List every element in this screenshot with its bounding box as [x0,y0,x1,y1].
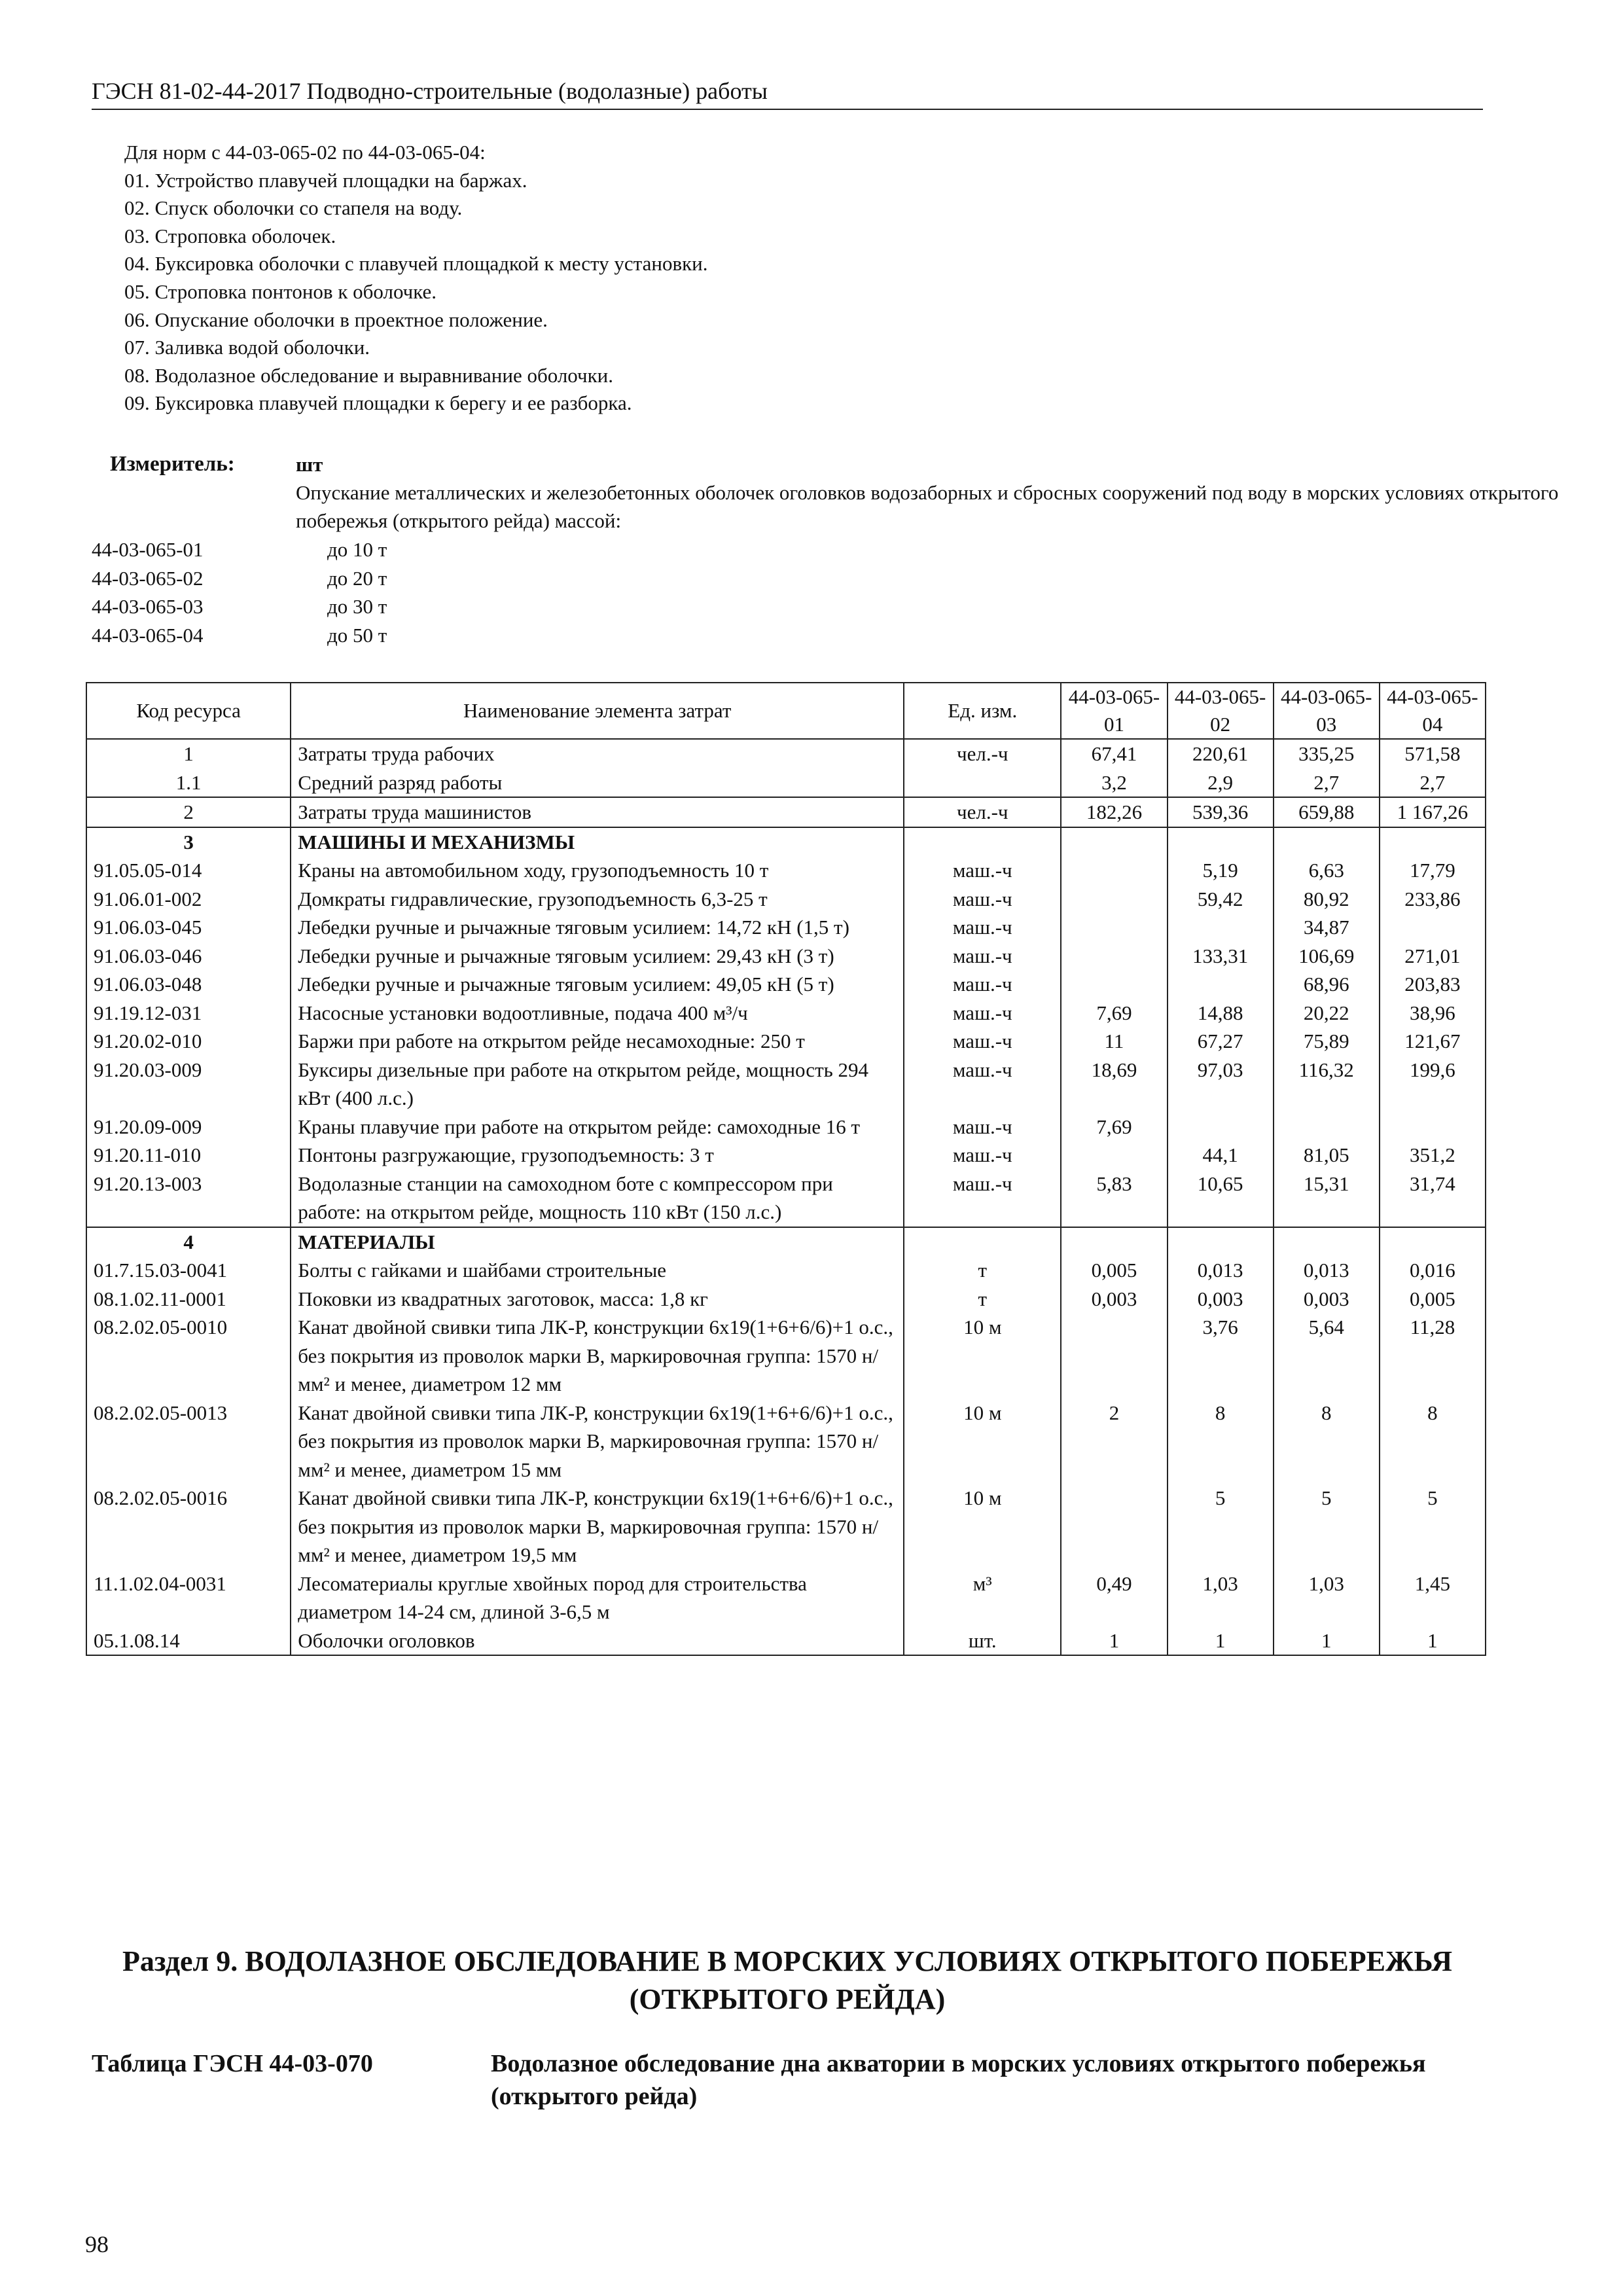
cell-norm-3: 68,96 [1274,970,1380,999]
operation-item: 07. Заливка водой оболочки. [124,336,370,359]
cell-norm-1 [1061,856,1167,885]
cell-norm-4: 1 167,26 [1380,797,1486,827]
empty-cell [904,827,1061,857]
group-code: 3 [86,827,291,857]
table-caption-code: Таблица ГЭСН 44-03-070 [92,2050,373,2077]
variant-row [92,592,746,621]
cell-name: Краны плавучие при работе на открытом рейде: самоходные 16 т [291,1113,904,1141]
labor-row [86,768,1486,798]
cell-norm-1 [1061,913,1167,942]
cell-norm-1 [1061,885,1167,914]
operations-list [124,139,708,418]
cell-norm-3: 20,22 [1274,999,1380,1028]
cell-name: Канат двойной свивки типа ЛК-Р, конструкции 6х19(1+6+6/6)+1 о.с., без покрытия из проволок марки В, маркировочная группа: 1570 н/мм² и менее, диаметром 19,5 мм [291,1484,904,1570]
cell-code: 2 [86,797,291,827]
labor-row [86,739,1486,768]
cell-norm-2: 5,19 [1168,856,1274,885]
cell-name: Канат двойной свивки типа ЛК-Р, конструкции 6х19(1+6+6/6)+1 о.с., без покрытия из проволок марки В, маркировочная группа: 1570 н/мм² и менее, диаметром 15 мм [291,1399,904,1484]
cell-norm-1: 3,2 [1061,768,1167,798]
group-title-row [86,1227,1486,1257]
cell-norm-4: 38,96 [1380,999,1486,1028]
variant-code: 44-03-065-04 [92,623,204,647]
cell-norm-4: 121,67 [1380,1027,1486,1056]
group-title: МАШИНЫ И МЕХАНИЗМЫ [291,827,904,857]
cell-unit: маш.-ч [904,885,1061,914]
cell-norm-2: 133,31 [1168,942,1274,971]
material-row [86,1399,1486,1484]
cell-norm-2: 0,013 [1168,1256,1274,1285]
cell-norm-3: 0,013 [1274,1256,1380,1285]
cell-unit: т [904,1285,1061,1314]
cell-unit: 10 м [904,1313,1061,1399]
cell-norm-1 [1061,942,1167,971]
variant-value: до 50 т [327,623,387,647]
cell-code: 91.20.09-009 [86,1113,291,1141]
material-row [86,1313,1486,1399]
group-title: МАТЕРИАЛЫ [291,1227,904,1257]
group-code: 4 [86,1227,291,1257]
cell-norm-4: 1,45 [1380,1570,1486,1626]
cell-norm-1 [1061,970,1167,999]
table-header-row [86,683,1486,739]
cell-unit: маш.-ч [904,856,1061,885]
cell-code: 91.06.03-048 [86,970,291,999]
cell-norm-2: 67,27 [1168,1027,1274,1056]
cell-name: Лесоматериалы круглые хвойных пород для строительства диаметром 14-24 см, длиной 3-6,5 м [291,1570,904,1626]
operation-item: 04. Буксировка оболочки с плавучей площадкой к месту установки. [124,252,708,276]
header-norm-2: 44-03-065-02 [1168,683,1274,739]
cell-name: Баржи при работе на открытом рейде несамоходные: 250 т [291,1027,904,1056]
cell-code: 91.06.01-002 [86,885,291,914]
cell-code: 91.19.12-031 [86,999,291,1028]
cell-norm-4: 199,6 [1380,1056,1486,1113]
cell-norm-2: 1 [1168,1626,1274,1656]
cell-name: Средний разряд работы [291,768,904,798]
operation-item: 02. Спуск оболочки со стапеля на воду. [124,196,463,220]
cell-norm-2: 539,36 [1168,797,1274,827]
cell-code: 91.05.05-014 [86,856,291,885]
material-row [86,1285,1486,1314]
cell-unit: т [904,1256,1061,1285]
header-norm-3: 44-03-065-03 [1274,683,1380,739]
cell-norm-3: 15,31 [1274,1170,1380,1227]
cell-norm-3: 0,003 [1274,1285,1380,1314]
cell-norm-3: 1 [1274,1626,1380,1656]
cell-norm-3: 6,63 [1274,856,1380,885]
cell-name: Понтоны разгружающие, грузоподъемность: 3 т [291,1141,904,1170]
header-unit: Ед. изм. [904,683,1061,739]
cell-unit: маш.-ч [904,999,1061,1028]
cell-code: 91.20.02-010 [86,1027,291,1056]
cell-norm-2: 2,9 [1168,768,1274,798]
cell-code: 08.2.02.05-0016 [86,1484,291,1570]
operation-item: 05. Строповка понтонов к оболочке. [124,279,437,303]
cell-norm-2: 14,88 [1168,999,1274,1028]
material-row [86,1484,1486,1570]
meter-description: Опускание металлических и железобетонных оболочек оголовков водозаборных и сбросных сооружений под воду в морских условиях открытого побережья (открытого рейда) массой: [296,481,1559,532]
cell-norm-1: 67,41 [1061,739,1167,768]
header-norm-4: 44-03-065-04 [1380,683,1486,739]
cell-norm-2: 0,003 [1168,1285,1274,1314]
cell-unit: 10 м [904,1399,1061,1484]
machine-row [86,1170,1486,1227]
cell-code: 08.1.02.11-0001 [86,1285,291,1314]
operations-intro: Для норм с 44-03-065-02 по 44-03-065-04: [124,141,486,164]
cell-code: 08.2.02.05-0013 [86,1399,291,1484]
cell-norm-1: 5,83 [1061,1170,1167,1227]
cell-norm-3: 5,64 [1274,1313,1380,1399]
variant-row [92,535,746,564]
machine-row [86,942,1486,971]
cell-unit: маш.-ч [904,1027,1061,1056]
cell-code: 91.20.03-009 [86,1056,291,1113]
cell-name: Болты с гайками и шайбами строительные [291,1256,904,1285]
operation-item: 01. Устройство плавучей площадки на баржах. [124,168,527,192]
variant-value: до 30 т [327,595,387,618]
cell-code: 1 [86,739,291,768]
cell-code: 01.7.15.03-0041 [86,1256,291,1285]
cell-code: 08.2.02.05-0010 [86,1313,291,1399]
cell-unit: шт. [904,1626,1061,1656]
cell-norm-4 [1380,913,1486,942]
cell-norm-1: 0,005 [1061,1256,1167,1285]
cell-unit: 10 м [904,1484,1061,1570]
cell-norm-1: 1 [1061,1626,1167,1656]
cell-norm-4 [1380,1113,1486,1141]
materials-section [86,1227,1486,1656]
cell-norm-2: 10,65 [1168,1170,1274,1227]
cell-norm-2: 1,03 [1168,1570,1274,1626]
cell-norm-1: 18,69 [1061,1056,1167,1113]
cell-code: 1.1 [86,768,291,798]
cell-norm-2 [1168,970,1274,999]
cell-norm-2 [1168,1113,1274,1141]
cell-norm-4: 17,79 [1380,856,1486,885]
cell-norm-4: 1 [1380,1626,1486,1656]
cell-unit: чел.-ч [904,797,1061,827]
cell-norm-2: 44,1 [1168,1141,1274,1170]
cell-norm-3: 75,89 [1274,1027,1380,1056]
variant-row [92,621,746,650]
empty-cell [1168,827,1274,857]
cell-unit: маш.-ч [904,1113,1061,1141]
cell-name: Буксиры дизельные при работе на открытом рейде, мощность 294 кВт (400 л.с.) [291,1056,904,1113]
empty-cell [1061,1227,1167,1257]
operation-item: 08. Водолазное обследование и выравнивание оболочки. [124,363,613,387]
cell-name: Лебедки ручные и рычажные тяговым усилием: 49,05 кН (5 т) [291,970,904,999]
cell-name: Поковки из квадратных заготовок, масса: 1,8 кг [291,1285,904,1314]
cell-norm-1: 0,003 [1061,1285,1167,1314]
empty-cell [1274,1227,1380,1257]
machine-row [86,1113,1486,1141]
cell-norm-4: 0,016 [1380,1256,1486,1285]
cell-name: Домкраты гидравлические, грузоподъемность 6,3-25 т [291,885,904,914]
cell-norm-3: 81,05 [1274,1141,1380,1170]
variant-value: до 20 т [327,566,387,590]
operators-row [86,797,1486,827]
machine-row [86,1056,1486,1113]
table-caption-title: Водолазное обследование дна акватории в морских условиях открытого побережья (открытого рейда) [491,2050,1426,2110]
cell-code: 11.1.02.04-0031 [86,1570,291,1626]
section-title: Раздел 9. ВОДОЛАЗНОЕ ОБСЛЕДОВАНИЕ В МОРСКИХ УСЛОВИЯХ ОТКРЫТОГО ПОБЕРЕЖЬЯ (ОТКРЫТОГО РЕЙДА) [122,1945,1452,2015]
variant-code: 44-03-065-03 [92,595,204,618]
cell-norm-3: 2,7 [1274,768,1380,798]
cell-norm-3: 34,87 [1274,913,1380,942]
cell-norm-4: 31,74 [1380,1170,1486,1227]
material-row [86,1626,1486,1656]
cell-norm-1: 0,49 [1061,1570,1167,1626]
cell-norm-1: 11 [1061,1027,1167,1056]
operation-item: 03. Строповка оболочек. [124,224,336,247]
cell-norm-3: 659,88 [1274,797,1380,827]
cell-norm-1 [1061,1484,1167,1570]
variant-value: до 10 т [327,538,387,561]
empty-cell [1061,827,1167,857]
cell-name: Лебедки ручные и рычажные тяговым усилием: 29,43 кН (3 т) [291,942,904,971]
header-code: Код ресурса [86,683,291,739]
variant-code: 44-03-065-02 [92,566,204,590]
labor-section [86,739,1486,797]
empty-cell [1380,1227,1486,1257]
cell-unit: маш.-ч [904,1170,1061,1227]
empty-cell [1274,827,1380,857]
cell-norm-3: 8 [1274,1399,1380,1484]
cell-norm-3: 116,32 [1274,1056,1380,1113]
cell-norm-2: 97,03 [1168,1056,1274,1113]
meter-unit: шт [296,453,323,476]
meter-label: Измеритель: [110,452,235,476]
cell-norm-1: 2 [1061,1399,1167,1484]
header-name: Наименование элемента затрат [291,683,904,739]
cell-unit: маш.-ч [904,913,1061,942]
machine-row [86,1141,1486,1170]
cell-norm-2: 3,76 [1168,1313,1274,1399]
cell-unit: маш.-ч [904,1141,1061,1170]
cell-norm-4: 2,7 [1380,768,1486,798]
material-row [86,1570,1486,1626]
norm-variants [92,535,746,649]
header-norm-1: 44-03-065-01 [1061,683,1167,739]
operators-section [86,797,1486,827]
cell-unit: маш.-ч [904,942,1061,971]
variant-code: 44-03-065-01 [92,538,204,561]
operation-item: 06. Опускание оболочки в проектное положение. [124,308,548,331]
machine-row [86,856,1486,885]
machine-row [86,970,1486,999]
machine-row [86,999,1486,1028]
cell-norm-1 [1061,1141,1167,1170]
cell-name: Насосные установки водоотливные, подача 400 м³/ч [291,999,904,1028]
cell-name: Оболочки оголовков [291,1626,904,1656]
empty-cell [904,1227,1061,1257]
material-row [86,1256,1486,1285]
machine-row [86,1027,1486,1056]
cell-norm-2: 8 [1168,1399,1274,1484]
cell-norm-4: 5 [1380,1484,1486,1570]
machines-section [86,827,1486,1227]
cell-name: Затраты труда рабочих [291,739,904,768]
cell-name: Канат двойной свивки типа ЛК-Р, конструкции 6х19(1+6+6/6)+1 о.с., без покрытия из проволок марки В, маркировочная группа: 1570 н/мм² и менее, диаметром 12 мм [291,1313,904,1399]
cell-norm-2: 220,61 [1168,739,1274,768]
empty-cell [1380,827,1486,857]
cell-norm-3: 335,25 [1274,739,1380,768]
cell-unit: м³ [904,1570,1061,1626]
cell-norm-3: 106,69 [1274,942,1380,971]
cell-unit: маш.-ч [904,970,1061,999]
group-title-row [86,827,1486,857]
variant-row [92,564,746,593]
cell-norm-1 [1061,1313,1167,1399]
cell-norm-1: 182,26 [1061,797,1167,827]
cell-name: Краны на автомобильном ходу, грузоподъемность 10 т [291,856,904,885]
cell-norm-4: 0,005 [1380,1285,1486,1314]
cell-norm-4: 203,83 [1380,970,1486,999]
empty-cell [1168,1227,1274,1257]
cell-norm-3 [1274,1113,1380,1141]
cell-norm-4: 233,86 [1380,885,1486,914]
cell-unit [904,768,1061,798]
cell-code: 91.20.11-010 [86,1141,291,1170]
resource-table [86,682,1486,1656]
cell-norm-1: 7,69 [1061,1113,1167,1141]
cell-norm-3: 80,92 [1274,885,1380,914]
cell-name: Затраты труда машинистов [291,797,904,827]
cell-norm-4: 11,28 [1380,1313,1486,1399]
cell-norm-2 [1168,913,1274,942]
cell-code: 05.1.08.14 [86,1626,291,1656]
machine-row [86,913,1486,942]
cell-code: 91.20.13-003 [86,1170,291,1227]
cell-norm-4: 8 [1380,1399,1486,1484]
cell-norm-2: 59,42 [1168,885,1274,914]
cell-norm-4: 351,2 [1380,1141,1486,1170]
cell-name: Водолазные станции на самоходном боте с компрессором при работе: на открытом рейде, мощность 110 кВт (150 л.с.) [291,1170,904,1227]
cell-norm-1: 7,69 [1061,999,1167,1028]
running-header: ГЭСН 81-02-44-2017 Подводно-строительные (водолазные) работы [92,77,1483,110]
machine-row [86,885,1486,914]
cell-norm-4: 271,01 [1380,942,1486,971]
cell-unit: чел.-ч [904,739,1061,768]
cell-norm-4: 571,58 [1380,739,1486,768]
cell-code: 91.06.03-045 [86,913,291,942]
operation-item: 09. Буксировка плавучей площадки к берегу и ее разборка. [124,391,632,415]
page-number: 98 [85,2231,109,2257]
cell-unit: маш.-ч [904,1056,1061,1113]
cell-name: Лебедки ручные и рычажные тяговым усилием: 14,72 кН (1,5 т) [291,913,904,942]
cell-norm-3: 1,03 [1274,1570,1380,1626]
cell-norm-2: 5 [1168,1484,1274,1570]
cell-code: 91.06.03-046 [86,942,291,971]
cell-norm-3: 5 [1274,1484,1380,1570]
